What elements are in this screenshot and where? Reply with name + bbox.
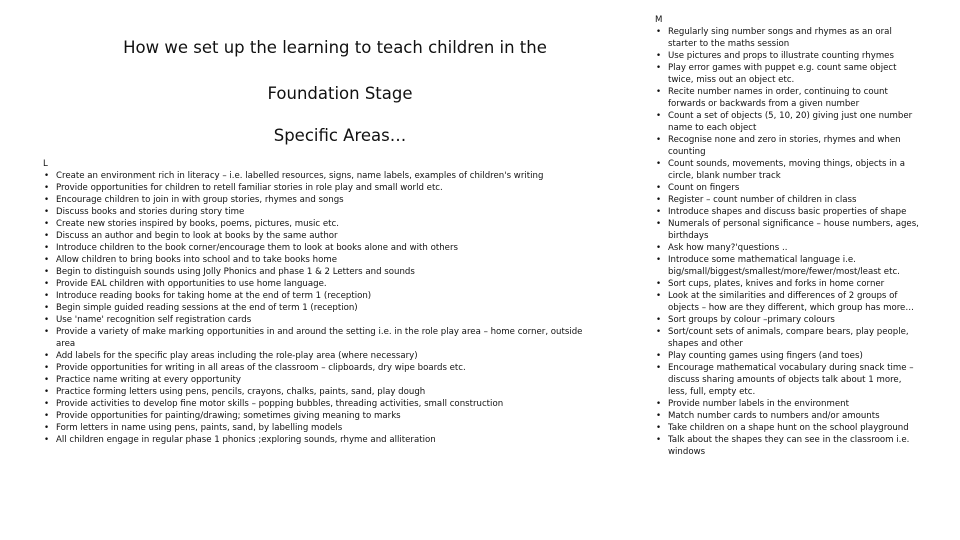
literacy-list-item: • Discuss books and stories during story time xyxy=(43,206,588,218)
maths-list-item: • Ask how many?'questions .. xyxy=(655,242,920,254)
literacy-list-item: • Add labels for the specific play areas including the role-play area (where necessary) xyxy=(43,350,588,362)
maths-column xyxy=(655,14,920,458)
maths-list-item: • Count sounds, movements, moving things, objects in a circle, blank number track xyxy=(655,158,920,182)
literacy-list-item: • Provide EAL children with opportunities to use home language. xyxy=(43,278,588,290)
literacy-list-item: • Provide opportunities for writing in all areas of the classroom – clipboards, dry wipe boards etc. xyxy=(43,362,588,374)
literacy-list-item: • Begin simple guided reading sessions at the end of term 1 (reception) xyxy=(43,302,588,314)
literacy-list-item: • Introduce reading books for taking home at the end of term 1 (reception) xyxy=(43,290,588,302)
maths-list-item: • Introduce some mathematical language i.e. big/small/biggest/smallest/more/fewer/most/least etc. xyxy=(655,254,920,278)
maths-list-item: • Count on fingers xyxy=(655,182,920,194)
maths-list-item: • Play counting games using fingers (and toes) xyxy=(655,350,920,362)
literacy-list-item: • Create an environment rich in literacy – i.e. labelled resources, signs, name labels, examples of children's writing xyxy=(43,170,588,182)
literacy-list-item: • Use 'name' recognition self registration cards xyxy=(43,314,588,326)
literacy-list xyxy=(43,170,588,446)
maths-list-item: • Provide number labels in the environment xyxy=(655,398,920,410)
maths-list-item: • Recognise none and zero in stories, rhymes and when counting xyxy=(655,134,920,158)
literacy-letter: L xyxy=(43,159,48,169)
maths-list-item: • Numerals of personal significance – house numbers, ages, birthdays xyxy=(655,218,920,242)
literacy-list-item: • Provide a variety of make marking opportunities in and around the setting i.e. in the role play area – home corner, outside area xyxy=(43,326,588,350)
literacy-list-item: • All children engage in regular phase 1 phonics ;exploring sounds, rhyme and alliteration xyxy=(43,434,588,446)
maths-list-item: • Talk about the shapes they can see in the classroom i.e. windows xyxy=(655,434,920,458)
title-line-1: How we set up the learning to teach children in the xyxy=(123,38,547,57)
maths-list xyxy=(655,26,920,458)
maths-list-item: • Encourage mathematical vocabulary during snack time – discuss sharing amounts of objects talk about 1 more, less, full, empty etc. xyxy=(655,362,920,398)
literacy-list-item: • Create new stories inspired by books, poems, pictures, music etc. xyxy=(43,218,588,230)
maths-list-item: • Register – count number of children in class xyxy=(655,194,920,206)
literacy-list-item: • Provide activities to develop fine motor skills – popping bubbles, threading activities, small construction xyxy=(43,398,588,410)
title-line-3: Specific Areas… xyxy=(273,126,407,145)
literacy-list-item: • Begin to distinguish sounds using Jolly Phonics and phase 1 & 2 Letters and sounds xyxy=(43,266,588,278)
maths-list-item: • Sort/count sets of animals, compare bears, play people, shapes and other xyxy=(655,326,920,350)
literacy-list-item: • Form letters in name using pens, paints, sand, by labelling models xyxy=(43,422,588,434)
maths-list-item: • Regularly sing number songs and rhymes as an oral starter to the maths session xyxy=(655,26,920,50)
maths-list-item: • Use pictures and props to illustrate counting rhymes xyxy=(655,50,920,62)
maths-list-item: • Take children on a shape hunt on the school playground xyxy=(655,422,920,434)
maths-list-item: • Introduce shapes and discuss basic properties of shape xyxy=(655,206,920,218)
literacy-list-item: • Encourage children to join in with group stories, rhymes and songs xyxy=(43,194,588,206)
literacy-list-item: • Provide opportunities for painting/drawing; sometimes giving meaning to marks xyxy=(43,410,588,422)
maths-list-item: • Sort groups by colour –primary colours xyxy=(655,314,920,326)
maths-list-item: • Sort cups, plates, knives and forks in home corner xyxy=(655,278,920,290)
literacy-list-item: • Provide opportunities for children to retell familiar stories in role play and small world etc. xyxy=(43,182,588,194)
title-line-2: Foundation Stage xyxy=(267,84,413,103)
literacy-list-item: • Practice forming letters using pens, pencils, crayons, chalks, paints, sand, play dough xyxy=(43,386,588,398)
maths-list-item: • Recite number names in order, continuing to count forwards or backwards from a given number xyxy=(655,86,920,110)
literacy-list-item: • Introduce children to the book corner/encourage them to look at books alone and with others xyxy=(43,242,588,254)
maths-list-item: • Count a set of objects (5, 10, 20) giving just one number name to each object xyxy=(655,110,920,134)
literacy-list-item: • Allow children to bring books into school and to take books home xyxy=(43,254,588,266)
literacy-column xyxy=(43,158,588,446)
maths-list-item: • Look at the similarities and differences of 2 groups of objects – how are they different, which group has more… xyxy=(655,290,920,314)
maths-list-item: • Play error games with puppet e.g. count same object twice, miss out an object etc. xyxy=(655,62,920,86)
maths-list-item: • Match number cards to numbers and/or amounts xyxy=(655,410,920,422)
literacy-list-item: • Practice name writing at every opportunity xyxy=(43,374,588,386)
literacy-list-item: • Discuss an author and begin to look at books by the same author xyxy=(43,230,588,242)
maths-letter: M xyxy=(655,15,663,25)
